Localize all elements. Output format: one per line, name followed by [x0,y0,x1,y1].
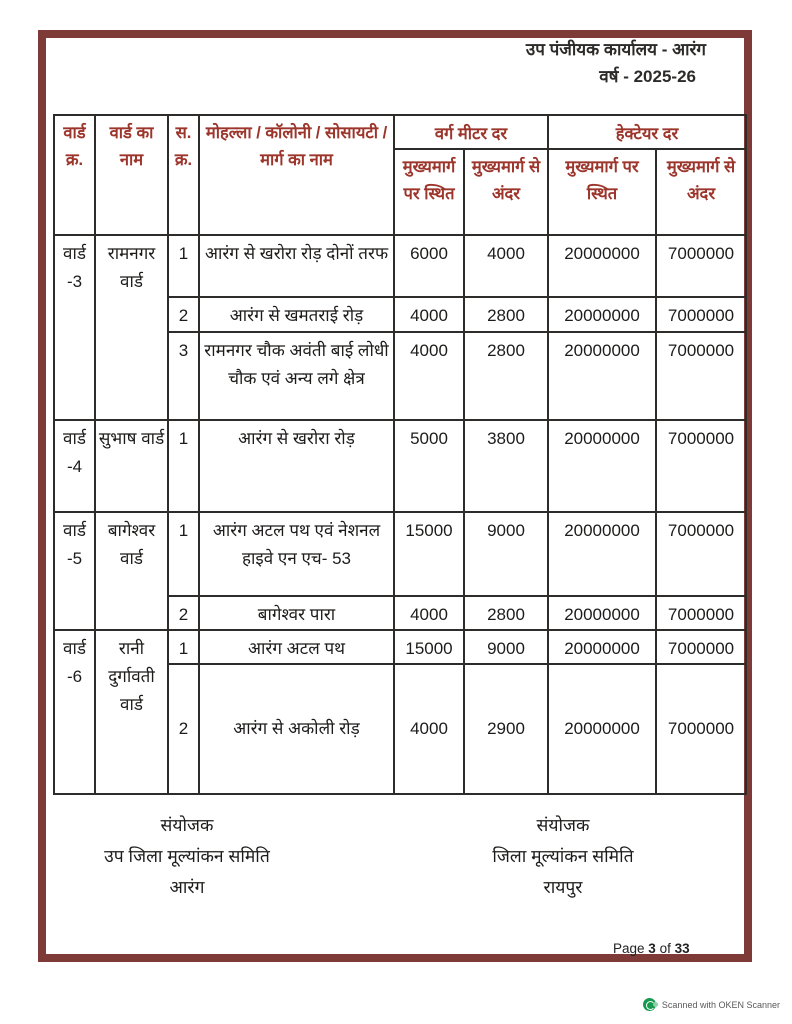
header-serial-no: स. क्र. [168,115,199,235]
ha-on-road-rate: 20000000 [548,235,656,297]
document-header [526,36,706,90]
ha-on-road-rate: 20000000 [548,420,656,512]
office-title: उप पंजीयक कार्यालय - आरंग [525,40,706,59]
serial-cell: 1 [168,235,199,297]
rates-table [53,114,747,795]
sqm-inside-rate: 2800 [464,332,548,420]
sqm-inside-rate: 4000 [464,235,548,297]
ha-on-road-rate: 20000000 [548,630,656,664]
sqm-inside-rate: 9000 [464,512,548,596]
sqm-on-road-rate: 5000 [394,420,464,512]
sqm-on-road-rate: 4000 [394,664,464,794]
locality-cell: आरंग से खमतराई रोड़ [199,297,394,332]
ha-on-road-rate: 20000000 [548,332,656,420]
locality-cell: रामनगर चौक अवंती बाई लोधी चौक एवं अन्य लगे क्षेत्र [199,332,394,420]
ha-inside-rate: 7000000 [656,630,746,664]
locality-cell: आरंग से खरोरा रोड़ [199,420,394,512]
ward-name-cell: बागेश्वर वार्ड [95,512,168,630]
ha-on-road-rate: 20000000 [548,297,656,332]
header-sqm-on-main-road: मुख्यमार्ग पर स्थित [394,149,464,235]
locality-cell: आरंग अटल पथ [199,630,394,664]
sqm-on-road-rate: 6000 [394,235,464,297]
table-header-row-group [54,115,746,149]
year-label: वर्ष - 2025-26 [599,67,696,86]
serial-cell: 2 [168,297,199,332]
sqm-inside-rate: 3800 [464,420,548,512]
sqm-inside-rate: 2800 [464,297,548,332]
header-ward-name: वार्ड का नाम [95,115,168,235]
sqm-inside-rate: 2800 [464,596,548,630]
header-locality: मोहल्ला / कॉलोनी / सोसायटी / मार्ग का नाम [199,115,394,235]
page-number [613,941,690,956]
ha-inside-rate: 7000000 [656,235,746,297]
locality-cell: आरंग से अकोली रोड़ [199,664,394,794]
ward-number-cell: वार्ड -3 [54,235,95,420]
table-row [54,420,746,512]
serial-cell: 2 [168,596,199,630]
ward-name-cell: सुभाष वार्ड [95,420,168,512]
ward-number-cell: वार्ड -6 [54,630,95,794]
signature-place: रायपुर [543,877,583,897]
sqm-on-road-rate: 4000 [394,297,464,332]
ward-number-cell: वार्ड -4 [54,420,95,512]
header-hectare-rate-group: हेक्टेयर दर [548,115,746,149]
serial-cell: 1 [168,420,199,512]
ward-number-cell: वार्ड -5 [54,512,95,630]
ha-inside-rate: 7000000 [656,332,746,420]
sqm-inside-rate: 9000 [464,630,548,664]
table-row [54,630,746,664]
scanner-badge [643,998,780,1011]
signature-committee: जिला मूल्यांकन समिति [492,846,634,866]
page-number-current: 3 [648,941,656,956]
sqm-on-road-rate: 4000 [394,332,464,420]
header-ha-on-main-road: मुख्यमार्ग पर स्थित [548,149,656,235]
signature-block-left [77,810,297,903]
sqm-on-road-rate: 15000 [394,630,464,664]
header-sqm-rate-group: वर्ग मीटर दर [394,115,548,149]
header-ward-no: वार्ड क्र. [54,115,95,235]
ha-on-road-rate: 20000000 [548,664,656,794]
serial-cell: 1 [168,630,199,664]
signature-role: संयोजक [160,815,214,835]
ha-inside-rate: 7000000 [656,420,746,512]
oken-scanner-icon [643,998,656,1011]
ha-on-road-rate: 20000000 [548,512,656,596]
locality-cell: आरंग से खरोरा रोड़ दोनों तरफ [199,235,394,297]
sqm-inside-rate: 2900 [464,664,548,794]
ha-on-road-rate: 20000000 [548,596,656,630]
page-number-of: of [659,941,671,956]
ha-inside-rate: 7000000 [656,297,746,332]
signature-block-right [453,810,673,903]
signature-place: आरंग [169,877,205,897]
sqm-on-road-rate: 4000 [394,596,464,630]
page-number-label: Page [613,941,645,956]
ha-inside-rate: 7000000 [656,512,746,596]
ha-inside-rate: 7000000 [656,596,746,630]
table-row [54,235,746,297]
locality-cell: बागेश्वर पारा [199,596,394,630]
locality-cell: आरंग अटल पथ एवं नेशनल हाइवे एन एच- 53 [199,512,394,596]
header-ha-inside: मुख्यमार्ग से अंदर [656,149,746,235]
ward-name-cell: रामनगर वार्ड [95,235,168,420]
signature-role: संयोजक [536,815,590,835]
signature-committee: उप जिला मूल्यांकन समिति [104,846,270,866]
table-row [54,512,746,596]
serial-cell: 2 [168,664,199,794]
sqm-on-road-rate: 15000 [394,512,464,596]
serial-cell: 1 [168,512,199,596]
header-sqm-inside: मुख्यमार्ग से अंदर [464,149,548,235]
ward-name-cell: रानी दुर्गावती वार्ड [95,630,168,794]
page-number-total: 33 [674,941,690,956]
serial-cell: 3 [168,332,199,420]
scanner-label: Scanned with OKEN Scanner [661,999,780,1010]
ha-inside-rate: 7000000 [656,664,746,794]
